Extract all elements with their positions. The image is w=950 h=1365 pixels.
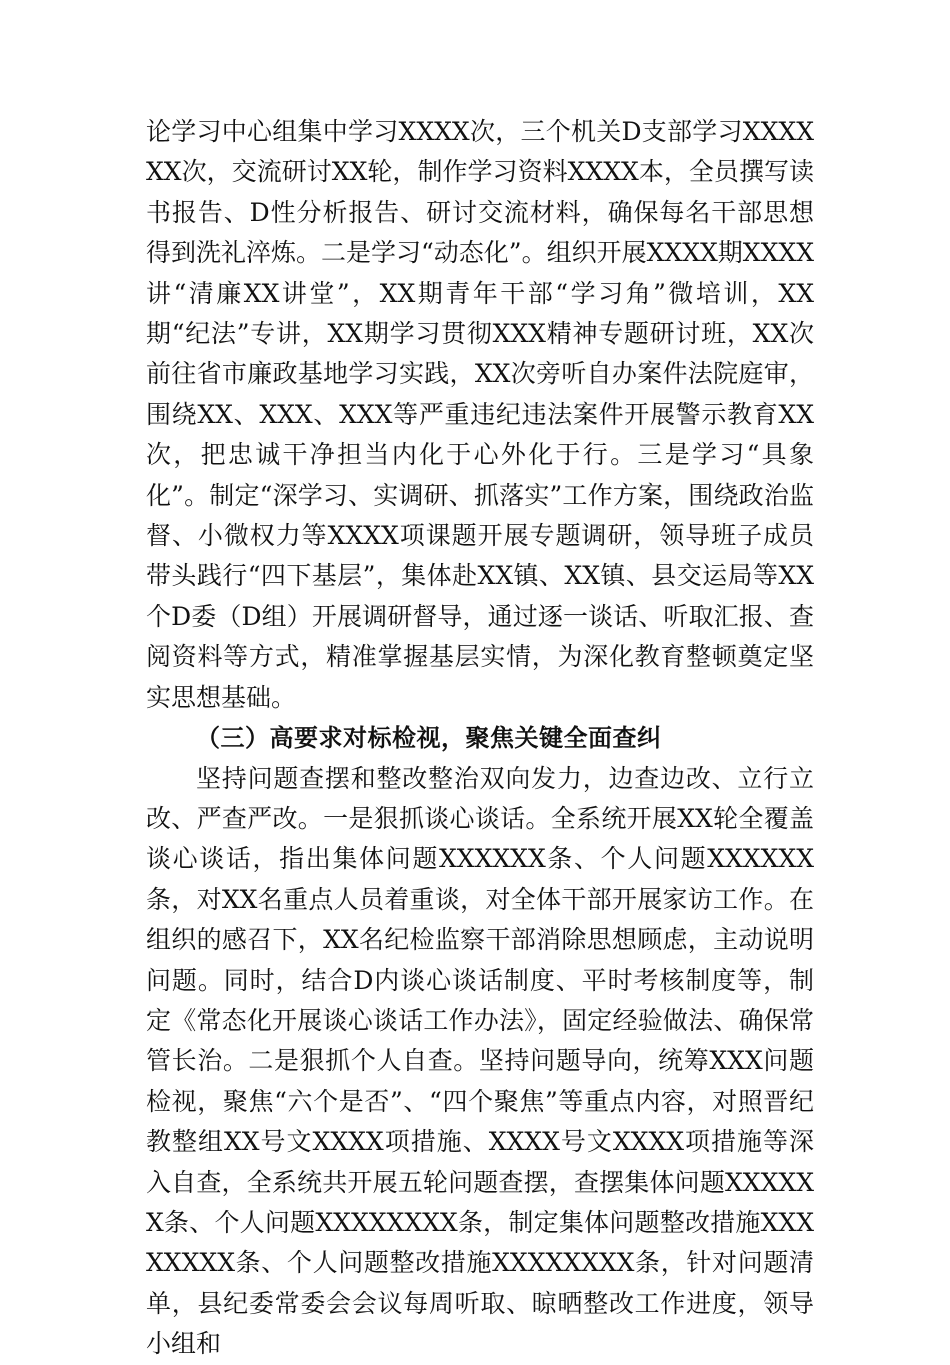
document-body	[146, 112, 814, 1365]
body-paragraph-continued: 论学习中心组集中学习XXXX次，三个机关D支部学习XXXXXX次，交流研讨XX轮，制作学习资料XXXX本，全员撰写读书报告、D性分析报告、研讨交流材料，确保每名干部思想得到洗礼淬炼。二是学习“动态化”。组织开展XXXX期XXXX讲“清廉XX讲堂”，XX期青年干部“学习角”微培训，XX期“纪法”专讲，XX期学习贯彻XXX精神专题研讨班，XX次前往省市廉政基地学习实践，XX次旁听自办案件法院庭审，围绕XX、XXX、XXX等严重违纪违法案件开展警示教育XX次，把忠诚干净担当内化于心外化于行。三是学习“具象化”。制定“深学习、实调研、抓落实”工作方案，围绕政治监督、小微权力等XXXX项课题开展专题调研，领导班子成员带头践行“四下基层”，集体赴XX镇、XX镇、县交运局等XX个D委（D组）开展调研督导，通过逐一谈话、听取汇报、查阅资料等方式，精准掌握基层实情，为深化教育整顿奠定坚实思想基础。	[146, 117, 814, 712]
section-heading: （三）高要求对标检视，聚焦关键全面查纠	[196, 724, 662, 753]
body-paragraph: 坚持问题查摆和整改整治双向发力，边查边改、立行立改、严查严改。一是狠抓谈心谈话。全系统开展XX轮全覆盖谈心谈话，指出集体问题XXXXXX条、个人问题XXXXXX条，对XX名重点人员着重谈，对全体干部开展家访工作。在组织的感召下，XX名纪检监察干部消除思想顾虑，主动说明问题。同时，结合D内谈心谈话制度、平时考核制度等，制定《常态化开展谈心谈话工作办法》，固定经验做法、确保常管长治。二是狠抓个人自查。坚持问题导向，统筹XXX问题检视，聚焦“六个是否”、“四个聚焦”等重点内容，对照晋纪教整组XX号文XXXX项措施、XXXX号文XXXX项措施等深入自查，全系统共开展五轮问题查摆，查摆集体问题XXXXXX条、个人问题XXXXXXXX条，制定集体问题整改措施XXXXXXXX条、个人问题整改措施XXXXXXXX条，针对问题清单，县纪委常委会会议每周听取、晾晒整改工作进度，领导小组和	[146, 763, 814, 1359]
